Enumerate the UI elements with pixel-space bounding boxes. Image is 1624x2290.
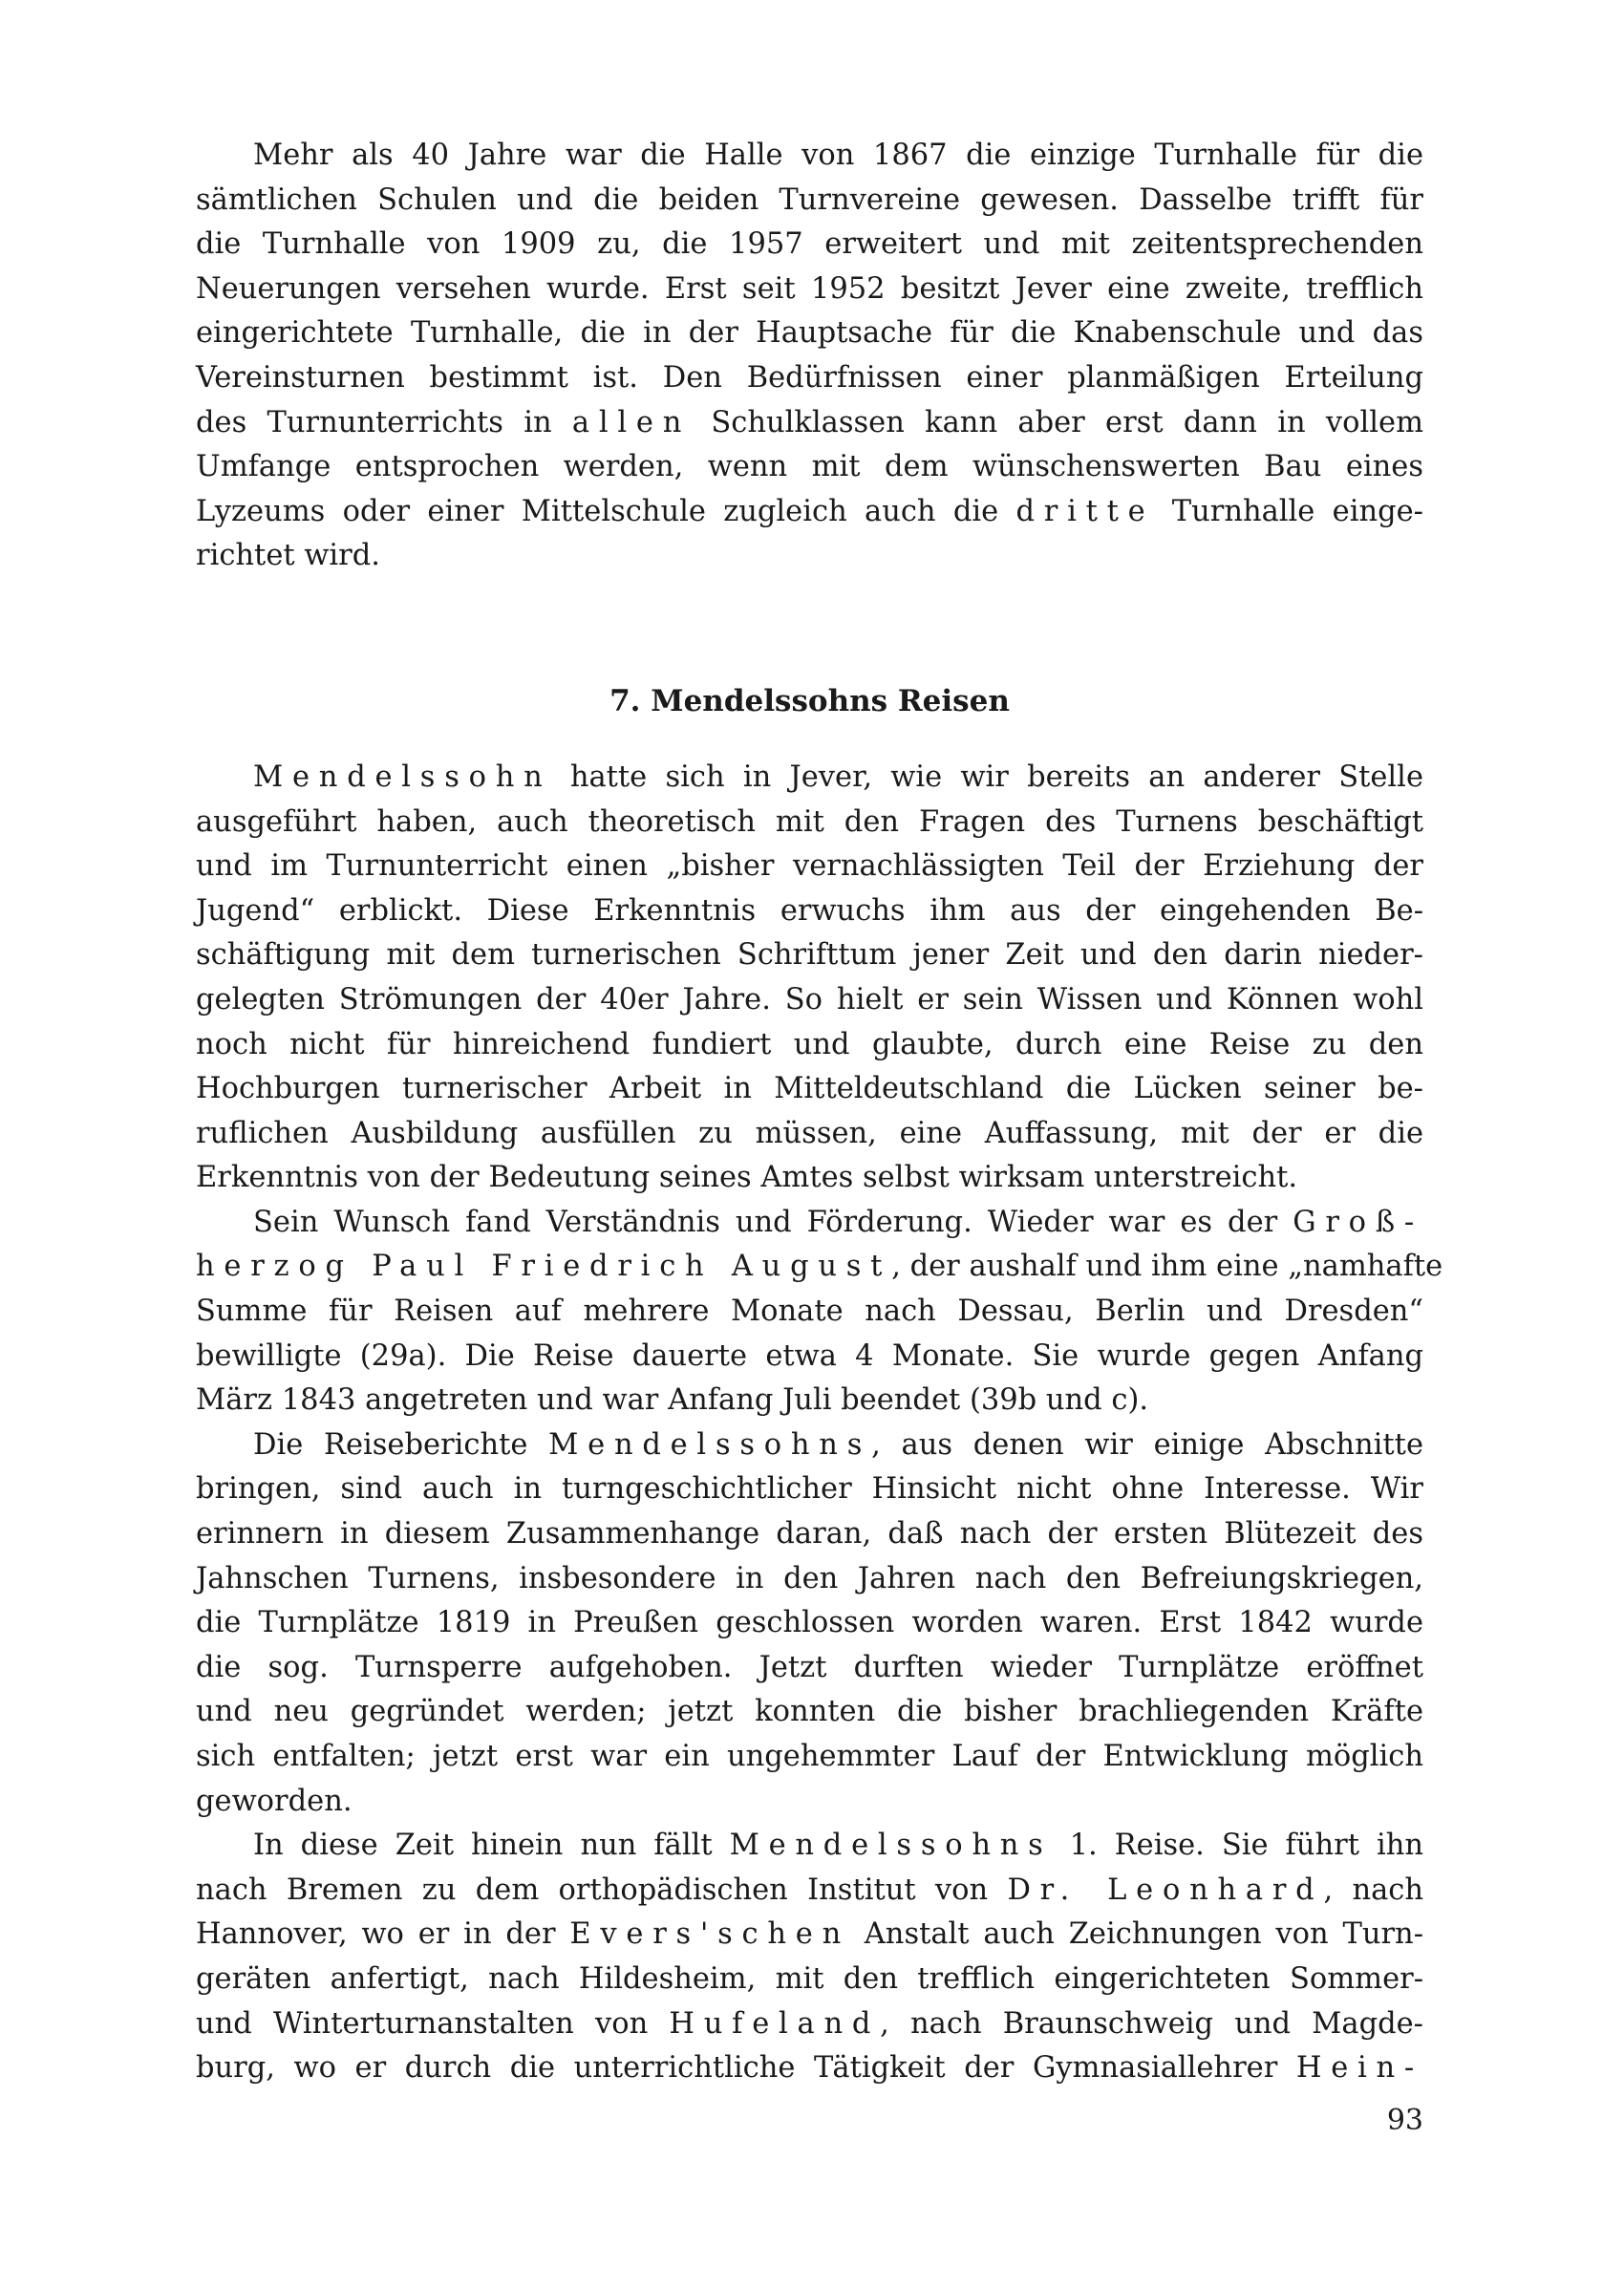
paragraph-erste-reise bbox=[196, 1824, 1423, 2091]
text-line bbox=[196, 1245, 1443, 1290]
text-line: noch nicht für hinreichend fundiert und glaubte, durch eine Reise zu den bbox=[196, 1027, 1423, 1061]
text-line: Vereinsturnen bestimmt ist. Den Bedürfnissen einer planmäßigen Erteilung bbox=[196, 360, 1423, 395]
heading-spacer bbox=[196, 723, 1423, 756]
text-line bbox=[196, 1201, 1423, 1246]
text-line bbox=[196, 2046, 1423, 2091]
text-run: Lyzeums oder einer Mittelschule zugleich auch die bbox=[196, 494, 1016, 528]
emphasis-spaced: Evers'schen bbox=[569, 1917, 850, 1952]
text-line: und neu gegründet werden; jetzt konnten die bisher brachliegenden Kräfte bbox=[196, 1695, 1423, 1729]
text-line: schäftigung mit dem turnerischen Schrifttum jener Zeit und den darin nieder- bbox=[196, 938, 1423, 973]
emphasis-spaced: Mendelssohns bbox=[548, 1427, 872, 1462]
emphasis-spaced: Dr. Leonhard bbox=[1007, 1873, 1324, 1907]
text-line bbox=[196, 1913, 1423, 1958]
text-line: geworden. bbox=[196, 1784, 353, 1818]
text-run: Turnhalle einge- bbox=[1154, 494, 1423, 528]
text-line bbox=[196, 1869, 1423, 1914]
emphasis-spaced: Hein- bbox=[1295, 2051, 1423, 2086]
text-run: , der aushalf und ihm eine „namhafte bbox=[891, 1250, 1443, 1284]
text-line: März 1843 angetreten und war Anfang Juli beendet (39b und c). bbox=[196, 1383, 1149, 1418]
text-line: bewilligte (29a). Die Reise dauerte etwa 4 Monate. Sie wurde gegen Anfang bbox=[196, 1338, 1423, 1373]
text-run: , nach Braunschweig und Magde- bbox=[880, 2006, 1423, 2041]
text-run: Anstalt auch Zeichnungen von Turn- bbox=[849, 1917, 1423, 1952]
text-line: Hochburgen turnerischer Arbeit in Mitteldeutschland die Lücken seiner be- bbox=[196, 1072, 1423, 1106]
text-line: bringen, sind auch in turngeschichtlicher Hinsicht nicht ohne Interesse. Wir bbox=[196, 1472, 1423, 1507]
text-run: , aus denen wir einige Abschnitte bbox=[871, 1427, 1423, 1462]
text-run: Schulklassen kann aber erst dann in vollem bbox=[691, 405, 1423, 439]
text-line: Jugend“ erblickt. Diese Erkenntnis erwuchs ihm aus der eingehenden Be- bbox=[196, 893, 1423, 928]
text-line bbox=[196, 490, 1423, 535]
text-line: eingerichtete Turnhalle, die in der Hauptsache für die Knabenschule und das bbox=[196, 316, 1423, 351]
text-line bbox=[196, 1423, 1423, 1468]
text-line: gelegten Strömungen der 40er Jahre. So hielt er sein Wissen und Können wohl bbox=[196, 982, 1423, 1017]
text-run: Hannover, wo er in der bbox=[196, 1917, 570, 1952]
emphasis-spaced: dritte bbox=[1015, 494, 1155, 528]
text-run: hatte sich in Jever, wie wir bereits an anderer Stelle bbox=[551, 760, 1423, 794]
text-line: die Turnplätze 1819 in Preußen geschlossen worden waren. Erst 1842 wurde bbox=[196, 1606, 1423, 1640]
text-line: Jahnschen Turnens, insbesondere in den Jahren nach den Befreiungskriegen, bbox=[196, 1561, 1423, 1595]
text-run: Die Reiseberichte bbox=[253, 1427, 549, 1462]
text-run: des Turnunterrichts in bbox=[196, 405, 572, 439]
text-line: und im Turnunterricht einen „bisher vernachlässigten Teil der Erziehung der bbox=[196, 849, 1423, 884]
text-run: nach Bremen zu dem orthopädischen Institut von bbox=[196, 1873, 1008, 1907]
emphasis-spaced: Mendelssohns bbox=[729, 1829, 1053, 1863]
text-run: In diese Zeit hinein nun fällt bbox=[253, 1829, 730, 1863]
text-line bbox=[196, 401, 1423, 446]
text-run: Sein Wunsch fand Verständnis und Förderung. Wieder war es der bbox=[253, 1205, 1293, 1239]
text-line: Erkenntnis von der Bedeutung seines Amtes selbst wirksam unterstreicht. bbox=[196, 1161, 1298, 1195]
emphasis-spaced: Hufeland bbox=[669, 2006, 881, 2041]
text-line: die Turnhalle von 1909 zu, die 1957 erweitert und mit zeitentsprechenden bbox=[196, 227, 1423, 262]
emphasis-spaced: allen bbox=[571, 405, 692, 439]
text-line bbox=[196, 756, 1423, 801]
text-line: sich entfalten; jetzt erst war ein ungehemmter Lauf der Entwicklung möglich bbox=[196, 1740, 1423, 1773]
paragraph-reiseberichte bbox=[196, 1423, 1423, 1824]
text-line: Umfange entsprochen werden, wenn mit dem wünschenswerten Bau eines bbox=[196, 450, 1423, 484]
text-line: geräten anfertigt, nach Hildesheim, mit den trefflich eingerichteten Sommer- bbox=[196, 1961, 1423, 1996]
text-line bbox=[196, 1824, 1423, 1869]
paragraph-wunsch bbox=[196, 1201, 1443, 1423]
text-line: Mehr als 40 Jahre war die Halle von 1867 die einzige Turnhalle für die bbox=[253, 139, 1423, 172]
emphasis-spaced: herzog Paul Friedrich August bbox=[196, 1250, 892, 1284]
text-run: und Winterturnanstalten von bbox=[196, 2006, 670, 2041]
text-line: Summe für Reisen auf mehrere Monate nach Dessau, Berlin und Dresden“ bbox=[196, 1295, 1423, 1329]
text-line: ruflichen Ausbildung ausfüllen zu müssen, eine Auffassung, mit der er die bbox=[196, 1116, 1423, 1150]
text-run: burg, wo er durch die unterrichtliche Tätigkeit der Gymnasiallehrer bbox=[196, 2051, 1296, 2086]
emphasis-spaced: Groß- bbox=[1293, 1205, 1423, 1239]
section-spacer bbox=[196, 579, 1423, 679]
text-line: Neuerungen versehen wurde. Erst seit 1952 besitzt Jever eine zweite, trefflich bbox=[196, 271, 1423, 306]
section-heading: 7. Mendelssohns Reisen bbox=[609, 683, 1010, 718]
text-run: 1. Reise. Sie führt ihn bbox=[1052, 1829, 1423, 1863]
paragraph-intro bbox=[196, 134, 1423, 579]
text-line: sämtlichen Schulen und die beiden Turnvereine gewesen. Dasselbe trifft für bbox=[196, 182, 1423, 217]
text-line: erinnern in diesem Zusammenhange daran, daß nach der ersten Blütezeit des bbox=[196, 1517, 1423, 1552]
page-body bbox=[196, 134, 1443, 2091]
text-line: ausgeführt haben, auch theoretisch mit den Fragen des Turnens beschäftigt bbox=[196, 804, 1423, 839]
text-run: , nach bbox=[1323, 1873, 1424, 1907]
text-line bbox=[196, 2002, 1423, 2047]
text-line: richtet wird. bbox=[196, 539, 380, 573]
paragraph-mendelssohn bbox=[196, 756, 1423, 1201]
text-line: die sog. Turnsperre aufgehoben. Jetzt durften wieder Turnplätze eröffnet bbox=[196, 1650, 1423, 1684]
page-number: 93 bbox=[1386, 2104, 1423, 2137]
emphasis-spaced: Mendelssohn bbox=[253, 760, 552, 794]
